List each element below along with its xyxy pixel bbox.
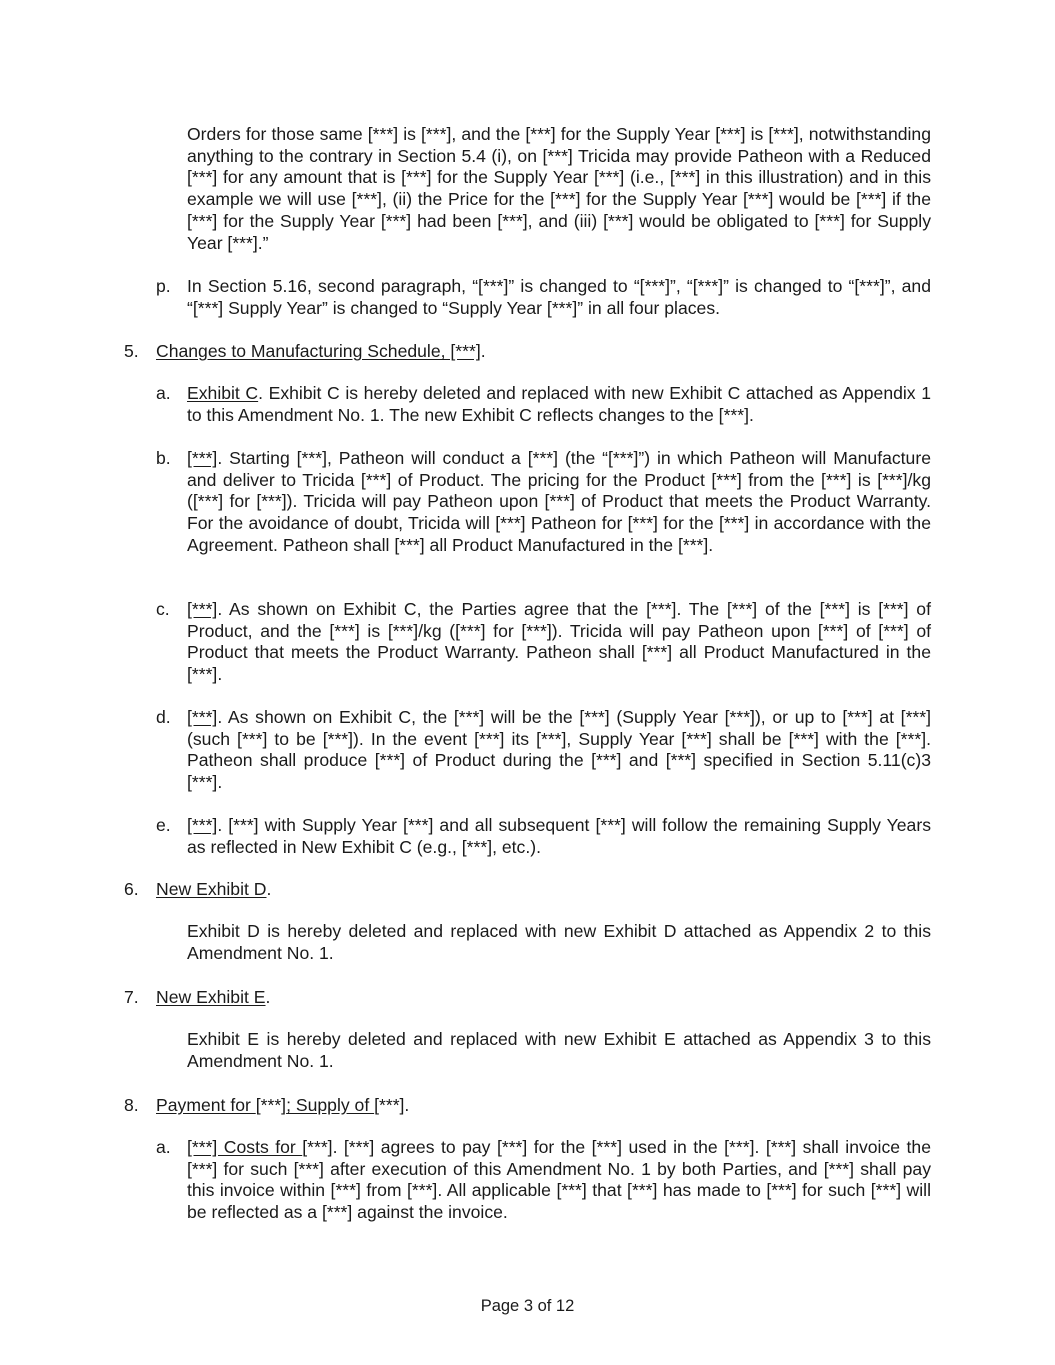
item-5d-body: . As shown on Exhibit C, the [***] will be the [***] (Supply Year [***]), or up to [***] at [***] (such [***] to be [***]). In the event [***] its [***], Supply Year [***] shall be [***] with the [***]. Patheon shall produce [***] of Product during the [***] and [***] specified in Section 5.11(c)3 [***].	[187, 707, 931, 793]
item-p-label: p.	[156, 276, 171, 296]
item-5b-text	[187, 448, 931, 557]
page-number-footer: Page 3 of 12	[480, 1297, 575, 1315]
item-5d-title: [***]	[187, 707, 218, 727]
item-5c-text	[187, 599, 931, 686]
item-5d-label: d.	[156, 707, 171, 727]
item-5a-body: . Exhibit C is hereby deleted and replaced with new Exhibit C attached as Appendix 1 to this Amendment No. 1. The new Exhibit C reflects changes to the [***].	[187, 383, 931, 425]
item-8a-text	[187, 1137, 931, 1224]
item-5e-title: [***]	[187, 815, 218, 835]
item-5e-text	[187, 815, 931, 858]
section-6-heading-period: .	[266, 879, 272, 899]
item-5c-body: . As shown on Exhibit C, the Parties agree that the [***]. The [***] of the [***] is [***] of Product, and the [***] is [***]/kg ([***] for [***]). Tricida will pay Patheon upon [***] of [***] of Product that meets the Product Warranty. Patheon shall [***] all Product Manufactured in the [***].	[187, 599, 931, 685]
section-5-heading	[156, 341, 486, 363]
item-8a-label: a.	[156, 1137, 171, 1157]
item-5b-body: . Starting [***], Patheon will conduct a [***] (the “[***]”) in which Patheon will Manufacture and deliver to Tricida [***] of Product. The pricing for the Product [***] from the [***] is [***]/kg ([***] for [***]). Tricida will pay Patheon upon [***] of Product that meets the Product Warranty. For the avoidance of doubt, Tricida will [***] Patheon for [***] for the [***] in accordance with the Agreement. Patheon shall [***] all Product Manufactured in the [***].	[187, 448, 931, 555]
section-8-heading-part-2: [***]	[255, 1095, 287, 1115]
item-8a-body: . [***] agrees to pay [***] for the [***] used in the [***]. [***] shall invoice the [***] for such [***] after execution of this Amendment No. 1 by both Parties, and [***] shall pay this invoice within [***] from [***]. All applicable [***] that [***] has made to [***] for such [***] will be reflected as a [***] against the invoice.	[187, 1137, 931, 1223]
section-5-number: 5.	[124, 341, 139, 361]
item-5b-title: [***]	[187, 448, 218, 468]
item-p-text: In Section 5.16, second paragraph, “[***]” is changed to “[***]”, “[***]” is changed to “[***]”, and “[***] Supply Year” is changed to “Supply Year [***]” in all four places.	[187, 276, 931, 318]
item-5a-label: a.	[156, 383, 171, 403]
section-8-heading-part-3: ; Supply of	[286, 1095, 375, 1115]
item-5c-label: c.	[156, 599, 170, 619]
section-5-heading-text: Changes to Manufacturing Schedule, [***]	[156, 341, 481, 361]
section-8-heading-part-4: [***].	[374, 1095, 410, 1115]
section-6-heading	[156, 879, 271, 901]
section-7-heading-text: New Exhibit E	[156, 987, 266, 1007]
item-5a-title: Exhibit C	[187, 383, 259, 403]
section-7-number: 7.	[124, 987, 139, 1007]
item-5c-title: [***]	[187, 599, 218, 619]
section-7-text: Exhibit E is hereby deleted and replaced with new Exhibit E attached as Appendix 3 to this Amendment No. 1.	[187, 1029, 931, 1071]
section-8-heading-part-1: Payment for	[156, 1095, 256, 1115]
section-7-heading	[156, 987, 270, 1009]
item-5d-text	[187, 707, 931, 794]
item-5a-text	[187, 383, 931, 426]
section-8-number: 8.	[124, 1095, 139, 1115]
item-5e-body: . [***] with Supply Year [***] and all subsequent [***] will follow the remaining Supply Years as reflected in New Exhibit C (e.g., [***], etc.).	[187, 815, 931, 857]
item-o-continuation-text: Orders for those same [***] is [***], and the [***] for the Supply Year [***] is [***], notwithstanding anything to the contrary in Section 5.4 (i), on [***] Tricida may provide Patheon with a Reduced [***] for any amount that is [***] for the Supply Year [***] (i.e., [***] in this illustration) and in this example we will use [***], (ii) the Price for the [***] for the Supply Year [***] would be [***] if the [***] for the Supply Year [***] had been [***], and (iii) [***] would be obligated to [***] for Supply Year [***].”	[187, 124, 931, 253]
section-8-heading	[156, 1095, 409, 1117]
item-5e-label: e.	[156, 815, 171, 835]
section-6-text: Exhibit D is hereby deleted and replaced with new Exhibit D attached as Appendix 2 to this Amendment No. 1.	[187, 921, 931, 963]
item-8a-title-tail: [***]	[302, 1137, 333, 1157]
item-5b-label: b.	[156, 448, 171, 468]
section-7-heading-period: .	[265, 987, 271, 1007]
item-8a-title: [***] Costs for	[187, 1137, 303, 1157]
section-5-heading-period: .	[480, 341, 486, 361]
section-6-number: 6.	[124, 879, 139, 899]
section-6-heading-text: New Exhibit D	[156, 879, 267, 899]
